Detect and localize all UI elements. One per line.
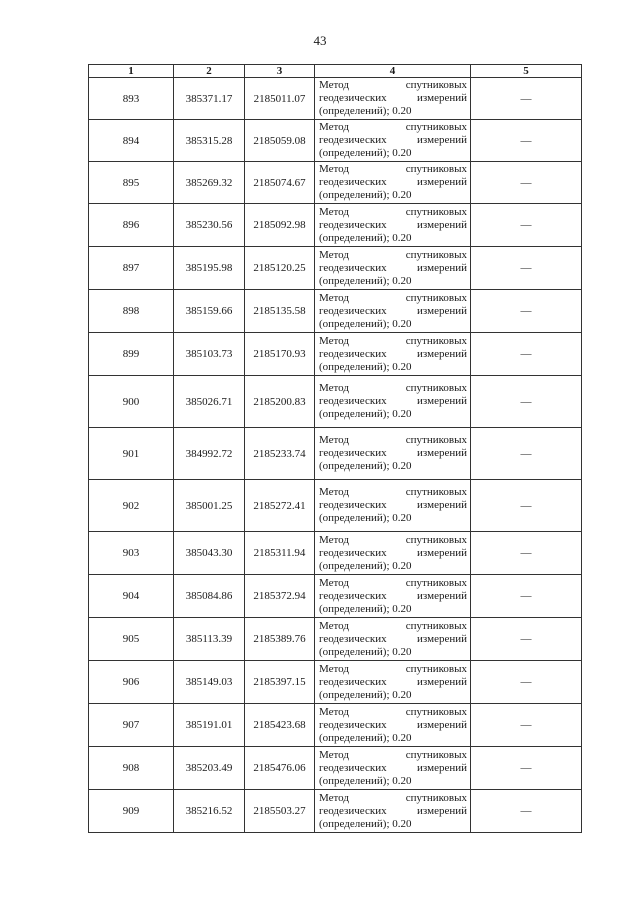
method-word: (определений); 0.20 <box>319 731 412 744</box>
method-word: спутниковых <box>405 291 467 304</box>
point-number: 895 <box>89 162 174 204</box>
method-word: (определений); 0.20 <box>319 317 412 330</box>
header-col-3: 3 <box>245 65 315 78</box>
point-number: 894 <box>89 120 174 162</box>
method-word: измерений <box>417 589 467 602</box>
method-description <box>315 747 471 790</box>
header-col-2: 2 <box>174 65 245 78</box>
method-description <box>315 204 471 247</box>
coordinate-y: 2185092.98 <box>245 204 315 247</box>
method-word: спутниковых <box>405 163 467 175</box>
method-word: Метод <box>319 79 349 91</box>
method-word: Метод <box>319 662 349 675</box>
table-row <box>89 480 582 532</box>
method-word: Метод <box>319 121 349 133</box>
method-description <box>315 428 471 480</box>
table-row <box>89 247 582 290</box>
method-word: Метод <box>319 748 349 761</box>
point-number: 900 <box>89 376 174 428</box>
coordinate-y: 2185135.58 <box>245 290 315 333</box>
method-word: спутниковых <box>405 205 467 218</box>
table-row <box>89 376 582 428</box>
coordinate-x: 385084.86 <box>174 575 245 618</box>
coordinate-x: 385026.71 <box>174 376 245 428</box>
point-number: 904 <box>89 575 174 618</box>
point-number: 893 <box>89 78 174 120</box>
method-word: Метод <box>319 576 349 589</box>
method-word: спутниковых <box>405 705 467 718</box>
method-word: спутниковых <box>405 576 467 589</box>
method-word: геодезических <box>319 134 387 146</box>
method-description <box>315 532 471 575</box>
coordinate-x: 385371.17 <box>174 78 245 120</box>
method-word: геодезических <box>319 761 387 774</box>
table-row <box>89 78 582 120</box>
method-description <box>315 618 471 661</box>
coordinate-x: 385159.66 <box>174 290 245 333</box>
method-word: геодезических <box>319 632 387 645</box>
method-word: Метод <box>319 334 349 347</box>
method-word: спутниковых <box>405 619 467 632</box>
coordinate-y: 2185389.76 <box>245 618 315 661</box>
point-number: 902 <box>89 480 174 532</box>
method-description <box>315 661 471 704</box>
method-word: измерений <box>417 347 467 360</box>
header-col-4: 4 <box>315 65 471 78</box>
method-word: геодезических <box>319 804 387 817</box>
method-word: (определений); 0.20 <box>319 408 412 420</box>
method-word: спутниковых <box>405 248 467 261</box>
coordinate-x: 385216.52 <box>174 790 245 833</box>
table-row <box>89 333 582 376</box>
coordinate-y: 2185170.93 <box>245 333 315 376</box>
no-value-dash: — <box>471 747 582 790</box>
coordinate-y: 2185503.27 <box>245 790 315 833</box>
no-value-dash: — <box>471 162 582 204</box>
method-word: спутниковых <box>405 121 467 133</box>
no-value-dash: — <box>471 428 582 480</box>
point-number: 906 <box>89 661 174 704</box>
table-row <box>89 661 582 704</box>
coordinate-x: 385103.73 <box>174 333 245 376</box>
coordinate-x: 385195.98 <box>174 247 245 290</box>
method-word: спутниковых <box>405 748 467 761</box>
method-word: измерений <box>417 261 467 274</box>
header-row <box>89 65 582 78</box>
method-description <box>315 120 471 162</box>
coordinate-y: 2185233.74 <box>245 428 315 480</box>
table-row <box>89 747 582 790</box>
no-value-dash: — <box>471 704 582 747</box>
method-word: спутниковых <box>405 382 467 394</box>
method-word: (определений); 0.20 <box>319 147 412 159</box>
method-description <box>315 575 471 618</box>
method-word: спутниковых <box>405 486 467 498</box>
method-word: геодезических <box>319 447 387 459</box>
table-row <box>89 428 582 480</box>
method-word: измерений <box>417 761 467 774</box>
no-value-dash: — <box>471 575 582 618</box>
no-value-dash: — <box>471 661 582 704</box>
method-word: измерений <box>417 218 467 231</box>
no-value-dash: — <box>471 790 582 833</box>
method-word: Метод <box>319 291 349 304</box>
method-word: (определений); 0.20 <box>319 817 412 830</box>
no-value-dash: — <box>471 618 582 661</box>
coordinate-y: 2185476.06 <box>245 747 315 790</box>
point-number: 898 <box>89 290 174 333</box>
method-word: измерений <box>417 447 467 459</box>
coordinate-y: 2185011.07 <box>245 78 315 120</box>
coordinate-x: 385113.39 <box>174 618 245 661</box>
point-number: 908 <box>89 747 174 790</box>
method-description <box>315 376 471 428</box>
method-word: (определений); 0.20 <box>319 231 412 244</box>
no-value-dash: — <box>471 290 582 333</box>
method-word: (определений); 0.20 <box>319 688 412 701</box>
method-word: (определений); 0.20 <box>319 105 412 117</box>
no-value-dash: — <box>471 78 582 120</box>
method-word: измерений <box>417 176 467 188</box>
method-word: спутниковых <box>405 533 467 546</box>
coordinate-x: 385203.49 <box>174 747 245 790</box>
method-word: Метод <box>319 486 349 498</box>
method-word: (определений); 0.20 <box>319 559 412 572</box>
method-word: геодезических <box>319 718 387 731</box>
method-word: геодезических <box>319 589 387 602</box>
coordinate-y: 2185397.15 <box>245 661 315 704</box>
point-number: 897 <box>89 247 174 290</box>
method-word: измерений <box>417 675 467 688</box>
table-row <box>89 204 582 247</box>
method-word: (определений); 0.20 <box>319 460 412 472</box>
point-number: 903 <box>89 532 174 575</box>
method-word: геодезических <box>319 261 387 274</box>
table-row <box>89 575 582 618</box>
method-word: измерений <box>417 304 467 317</box>
method-description <box>315 480 471 532</box>
method-word: (определений); 0.20 <box>319 189 412 201</box>
point-number: 909 <box>89 790 174 833</box>
method-word: измерений <box>417 499 467 511</box>
no-value-dash: — <box>471 480 582 532</box>
method-word: геодезических <box>319 499 387 511</box>
method-word: измерений <box>417 718 467 731</box>
method-word: геодезических <box>319 395 387 407</box>
point-number: 899 <box>89 333 174 376</box>
method-word: измерений <box>417 134 467 146</box>
no-value-dash: — <box>471 532 582 575</box>
method-description <box>315 162 471 204</box>
method-word: (определений); 0.20 <box>319 774 412 787</box>
point-number: 896 <box>89 204 174 247</box>
method-word: Метод <box>319 382 349 394</box>
method-word: геодезических <box>319 176 387 188</box>
method-word: геодезических <box>319 304 387 317</box>
method-word: Метод <box>319 533 349 546</box>
coordinate-y: 2185059.08 <box>245 120 315 162</box>
coordinate-x: 385315.28 <box>174 120 245 162</box>
method-word: (определений); 0.20 <box>319 274 412 287</box>
method-word: Метод <box>319 434 349 446</box>
table-row <box>89 790 582 833</box>
method-word: измерений <box>417 92 467 104</box>
coordinate-x: 385269.32 <box>174 162 245 204</box>
method-word: Метод <box>319 619 349 632</box>
method-word: спутниковых <box>405 79 467 91</box>
header-col-5: 5 <box>471 65 582 78</box>
method-description <box>315 790 471 833</box>
table-row <box>89 532 582 575</box>
method-description <box>315 704 471 747</box>
header-col-1: 1 <box>89 65 174 78</box>
coordinate-y: 2185074.67 <box>245 162 315 204</box>
method-word: Метод <box>319 791 349 804</box>
coordinate-x: 385043.30 <box>174 532 245 575</box>
method-word: (определений); 0.20 <box>319 602 412 615</box>
coordinate-y: 2185200.83 <box>245 376 315 428</box>
coordinate-x: 385149.03 <box>174 661 245 704</box>
method-word: спутниковых <box>405 662 467 675</box>
method-word: спутниковых <box>405 434 467 446</box>
coordinate-y: 2185120.25 <box>245 247 315 290</box>
method-word: (определений); 0.20 <box>319 645 412 658</box>
table-row <box>89 162 582 204</box>
method-word: измерений <box>417 632 467 645</box>
method-word: измерений <box>417 804 467 817</box>
method-word: Метод <box>319 705 349 718</box>
point-number: 907 <box>89 704 174 747</box>
no-value-dash: — <box>471 376 582 428</box>
coordinate-y: 2185311.94 <box>245 532 315 575</box>
point-number: 905 <box>89 618 174 661</box>
table-row <box>89 704 582 747</box>
method-word: Метод <box>319 163 349 175</box>
no-value-dash: — <box>471 204 582 247</box>
coordinate-y: 2185372.94 <box>245 575 315 618</box>
method-word: измерений <box>417 395 467 407</box>
method-word: (определений); 0.20 <box>319 512 412 524</box>
method-description <box>315 290 471 333</box>
coordinate-y: 2185423.68 <box>245 704 315 747</box>
coordinate-x: 385001.25 <box>174 480 245 532</box>
page-number: 43 <box>313 33 327 48</box>
method-word: геодезических <box>319 675 387 688</box>
no-value-dash: — <box>471 247 582 290</box>
method-word: геодезических <box>319 218 387 231</box>
method-description <box>315 333 471 376</box>
coordinate-x: 384992.72 <box>174 428 245 480</box>
no-value-dash: — <box>471 120 582 162</box>
method-description <box>315 78 471 120</box>
method-word: Метод <box>319 248 349 261</box>
coordinate-x: 385191.01 <box>174 704 245 747</box>
method-word: измерений <box>417 546 467 559</box>
method-description <box>315 247 471 290</box>
method-word: геодезических <box>319 546 387 559</box>
coordinate-x: 385230.56 <box>174 204 245 247</box>
method-word: геодезических <box>319 347 387 360</box>
table-row <box>89 618 582 661</box>
point-number: 901 <box>89 428 174 480</box>
coordinate-y: 2185272.41 <box>245 480 315 532</box>
table-row <box>89 290 582 333</box>
method-word: Метод <box>319 205 349 218</box>
coordinates-table <box>88 64 582 833</box>
method-word: спутниковых <box>405 791 467 804</box>
method-word: (определений); 0.20 <box>319 360 412 373</box>
method-word: геодезических <box>319 92 387 104</box>
no-value-dash: — <box>471 333 582 376</box>
method-word: спутниковых <box>405 334 467 347</box>
table-row <box>89 120 582 162</box>
